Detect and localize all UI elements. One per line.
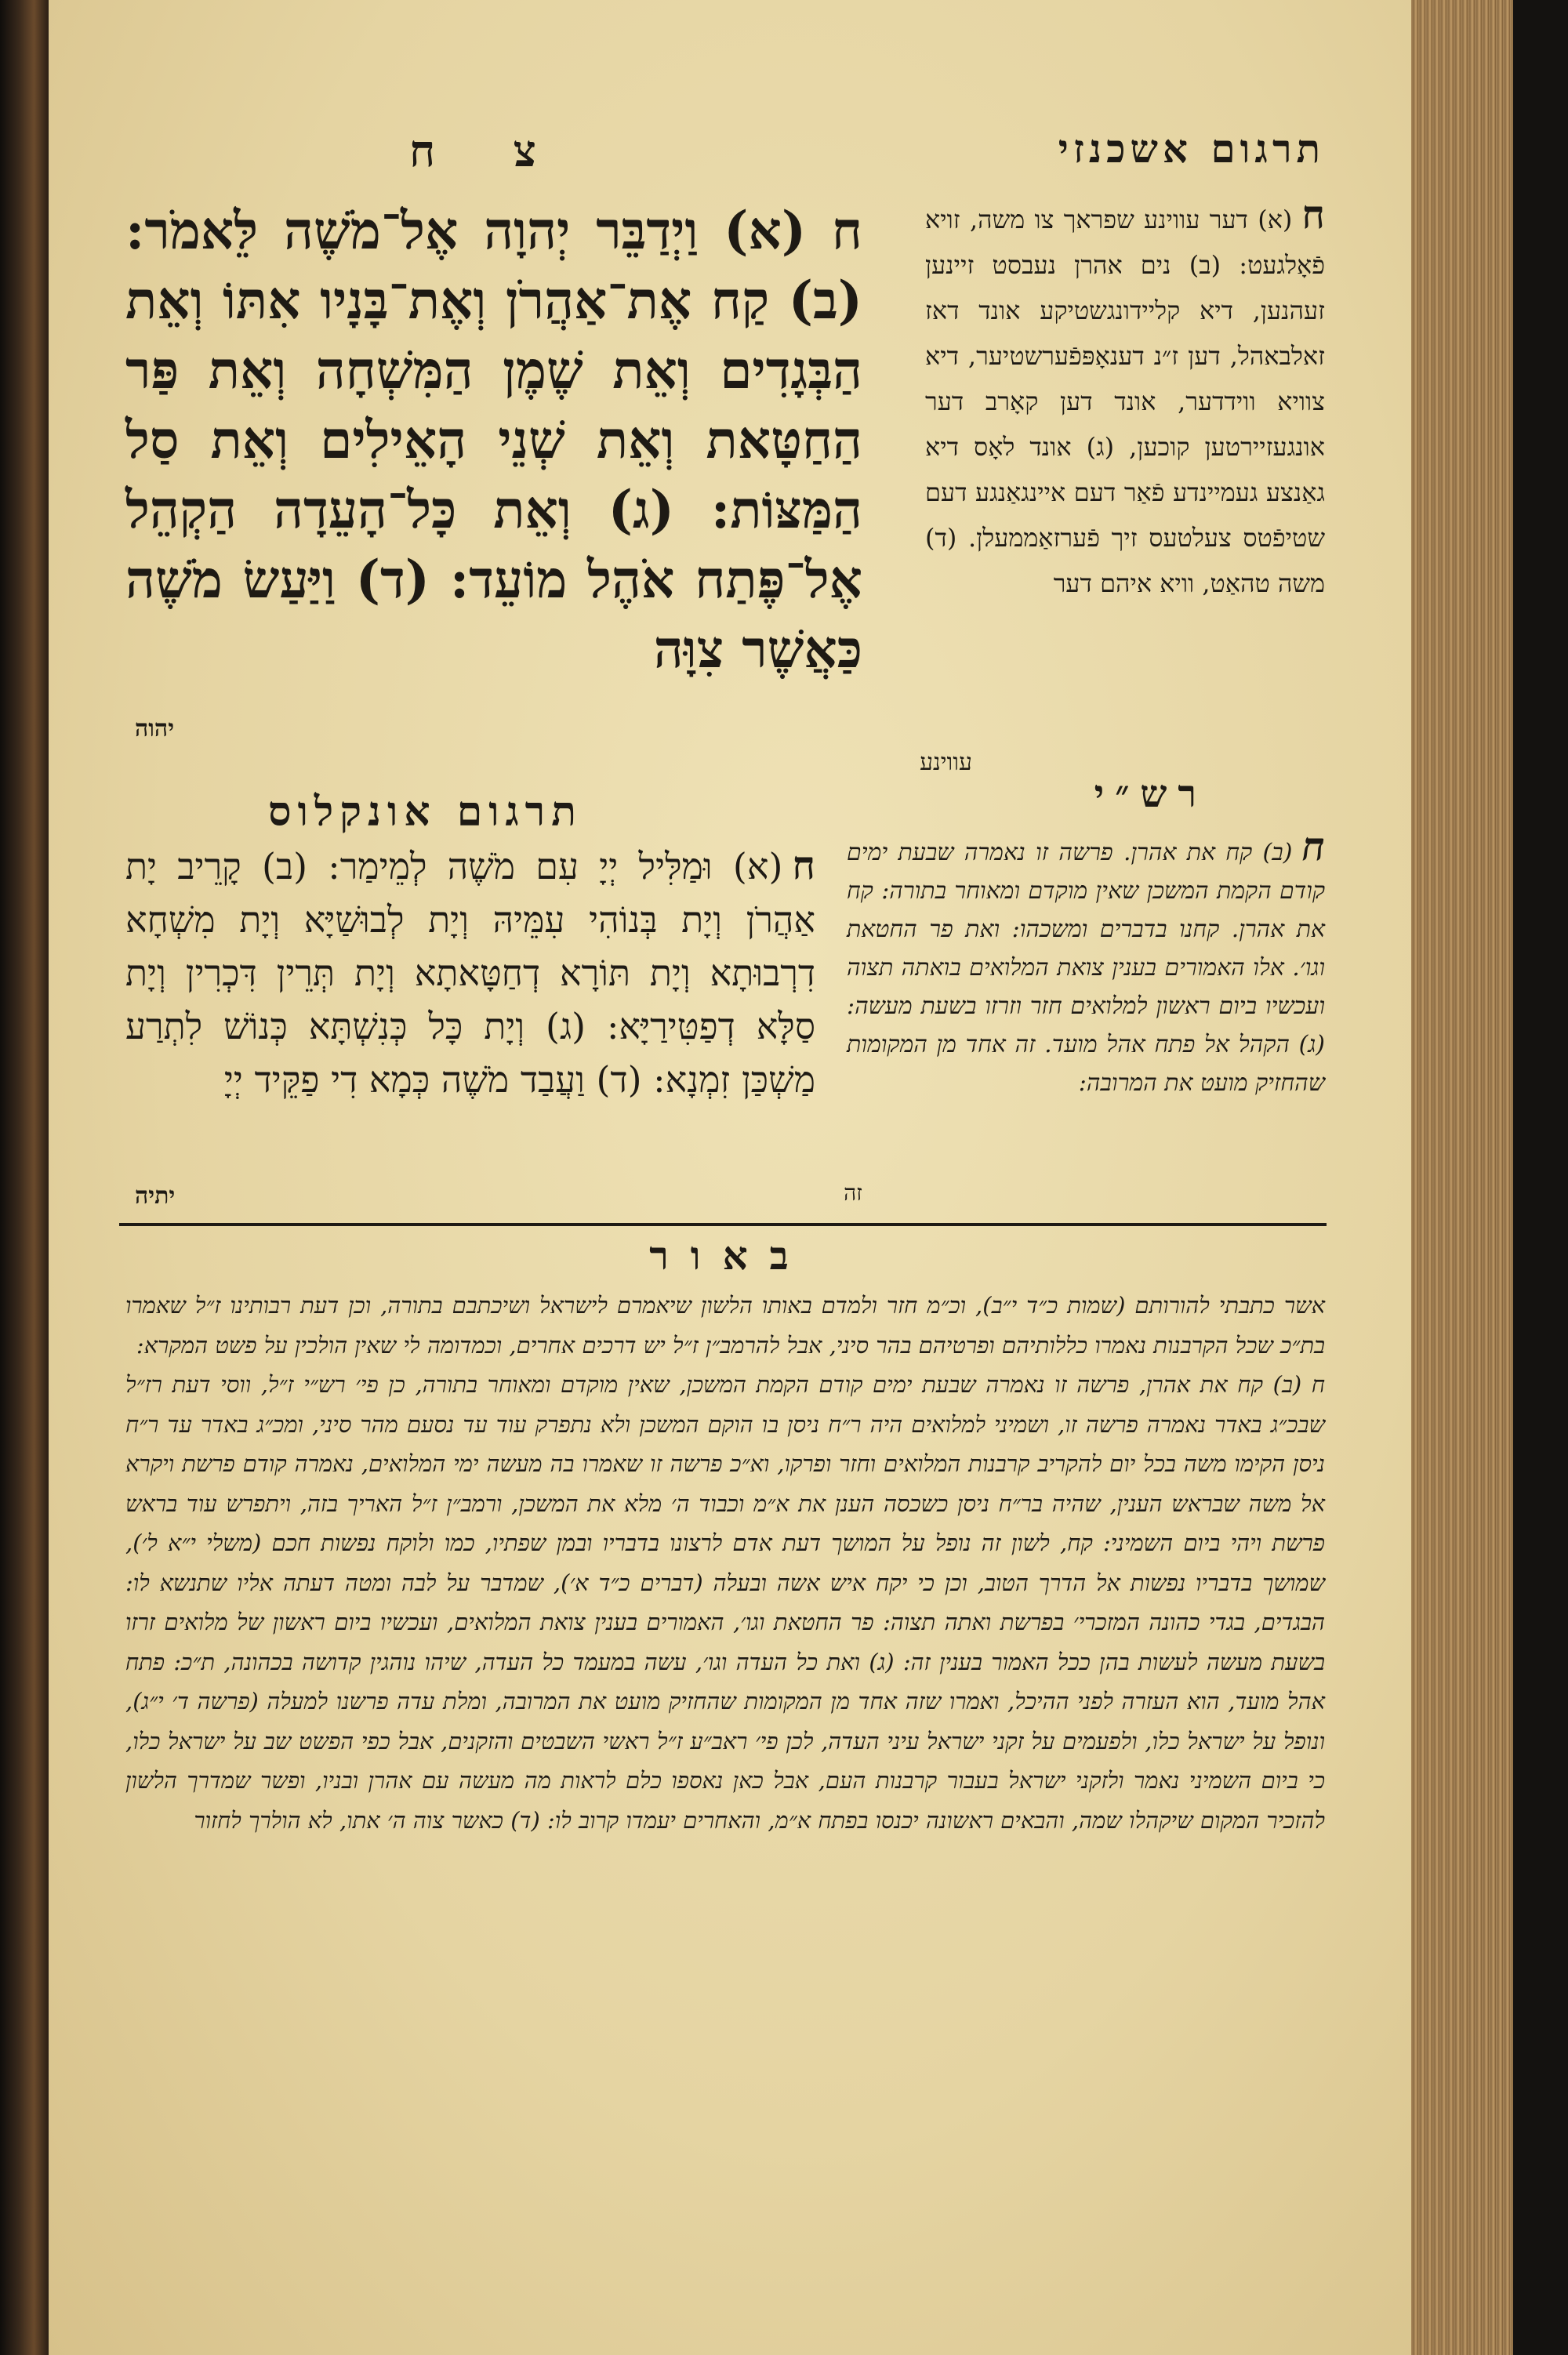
biur-title: באור <box>649 1232 811 1279</box>
page-number: צ ח <box>409 125 568 177</box>
rashi-commentary <box>847 823 1325 1102</box>
biur-paragraph: ח (ב) קח את אהרן, פרשה זו נאמרה שבעת ימים קודם הקמת המשכן, שאין מוקדם ומאוחר בתורה, כן פי׳ רש״י ז״ל, ווסי דעת רז״ל שבכ״ג באדר נאמרה פרשה זו, ושמיני למלואים היה ר״ח ניסן בו הוקם המשכן ולא נתפרק עוד עד נסעם מהר סיני, ומכ״ג באדר עד ר״ח ניסן הקימו משה בכל יום להקריב קרבנות המלואים וחזר ופרקו, וא״כ פרשה זו שאמרו בה מעשה ימי המלואים, נאמרה קודם פרשת ויקרא אל משה שבראש הענין, שהיה בר״ח ניסן כשכסה הענן את א״מ וכבוד ה׳ מלא את המשכן, ורמב״ן ז״ל האריך בזה, ויתפרש עוד בראש פרשת ויהי ביום השמיני: קח, לשון זה נופל על המושך דעת אדם לרצונו בדבריו ובמן שפתיו, כמו ולוקח נפשות חכם (משלי י״א ל׳), שמושך בדבריו נפשות אל הדרך הטוב, וכן כי יקח איש אשה ובעלה (דברים כ״ד א׳), שמדבר על לבה ומטה דעתה אליו שתנשא לו: הבגדים, בגדי כהונה המזכרי׳ בפרשת ואתה תצוה: פר החטאת וגו׳, האמורים בענין צואת המלואים, ועכשיו ביום ראשון של מלואים זרזו בשעת מעשה לעשות בהן ככל האמור בענין זה: (ג) ואת כל העדה וגו׳, עשה במעמד כל העדה, שיהו נוהגין קדושה בכהונה, ת״כ: פתח אהל מועד, הוא העזרה לפני ההיכל, ואמרו שזה אחד מן המקומות שהחזיק מועט את המרובה, ומלת עדה פרשנו למעלה (פרשה ד׳ י״ג), ונופל על ישראל כלו, ולפעמים על זקני ישראל עיני העדה, לכן פי׳ ראב״ע ז״ל ראשי השבטים והזקנים, אבל כפי הפשט שב על ישראל כלו, כי ביום השמיני נאמר ולזקני ישראל בעבור קרבנות העם, אבל כאן נאספו כלם לראות מה מעשה עם אהרן ובניו, ופשר שמדרך הלשון להזכיר המקום שיקהלו שמה, והבאים ראשונה יכנסו בפתח א״מ, והאחרים יעמדו קרוב לו: (ד) כאשר צוה ה׳ אתו, לא הולרך לחזור <box>125 1371 1325 1834</box>
onkelos-title: תרגום אונקלוס <box>268 788 583 836</box>
onkelos-translation <box>125 839 815 1106</box>
yiddish-chapter-mark: ח <box>1301 191 1325 238</box>
rashi-text: (ב) קח את אהרן. פרשה זו נאמרה שבעת ימים קודם הקמת המשכן שאין מוקדם ומאוחר בתורה: קח את אהרן. קחנו בדברים ומשכהו: ואת פר החטאת וגו׳. אלו האמורים בענין צואת המלואים בואתה תצוה ועכשיו ביום ראשון למלואים חזר וזרזו בשעת מעשה: (ג) הקהל אל פתח אהל מועד. זה אחד מן המקומות שהחזיק מועט את המרובה: <box>847 839 1325 1097</box>
header-title: תרגום אשכנזי <box>1058 125 1325 172</box>
onkelos-text: (א) וּמַלִּיל יְיָ עִם מֹשֶׁה לְמֵימַר: (ב) קָרֵיב יָת אַהֲרֹן וְיָת בְּנוֹהִי עִמֵּיהּ וְיָת לְבוּשַׁיָּא וְיָת מִשְׁחָא דִרְבוּתָא וְיָת תּוֹרָא דְחַטָּאתָא וְיָת תְּרֵין דִּכְרִין וְיָת סַלָּא דְפַטִּירַיָּא: (ג) וְיָת כָּל כְּנִשְׁתָּא כְּנוֹשׁ לִתְרַע מַשְׁכַּן זִמְנָא: (ד) וַעֲבַד מֹשֶׁה כְּמָא דִי פַקֵּיד יְיָ <box>125 845 815 1101</box>
onkelos-catchword: יתיה <box>135 1182 176 1210</box>
rashi-title: רש״י <box>1094 772 1207 816</box>
book-page <box>49 0 1411 2355</box>
yiddish-catchword: עווינע <box>920 749 972 776</box>
hebrew-catchword: יהוה <box>135 715 175 742</box>
book-spine <box>0 0 49 2355</box>
biur-paragraph: אשר כתבתי להורותם (שמות כ״ד י״ב), וכ״מ חזר ולמדם באותו הלשון שיאמרם לישראל ושיכתבם בתורה, וכן דעת רבותינו ז״ל שאמרו בת״כ שכל הקרבנות נאמרו כללותיהם ופרטיהם בהר סיני, אבל להרמב״ן ז״ל יש דרכים אחרים, וכמדומה לי שאין הולכין על פשט המקרא: <box>125 1292 1325 1359</box>
page-edges <box>1411 0 1568 2355</box>
yiddish-translation-column <box>925 192 1325 606</box>
biur-commentary <box>125 1286 1325 1840</box>
hebrew-text: ח (א) וַיְדַבֵּר יְהוָה אֶל־מֹשֶׁה לֵּאמֹר: (ב) קַח אֶת־אַהֲרֹן וְאֶת־בָּנָיו אִתּוֹ וְאֵת הַבְּגָדִים וְאֵת שֶׁמֶן הַמִּשְׁחָה וְאֵת פַּר הַחַטָּאת וְאֵת שְׁנֵי הָאֵילִים וְאֵת סַל הַמַּצּוֹת: (ג) וְאֵת כָּל־הָעֵדָה הַקְהֵל אֶל־פֶּתַח אֹהֶל מוֹעֵד: (ד) וַיַּעַשׂ מֹשֶׁה כַּאֲשֶׁר צִוָּה <box>125 200 862 680</box>
hebrew-text-column <box>125 196 862 684</box>
yiddish-text: (א) דער עווינע שפראך צו משה, זויא פֿאָלגעט: (ב) נים אהרן נעבסט זיינען זעהנען, דיא קליידונגשטיקע אונד דאז זאלבאהל, דען ז״נ דענאָפּפֿערשטיער, דיא צוויא ווידדער, אונד דען קאָרב דער אונגעזיירטען קוכען, (ג) אונד לאָס דיא גאַנצע געמיינדע פֿאַר דעם איינגאַנגע דעם שטיפֿטס צעלטעס זיך פֿערזאַממעלן. (ד) משה טהאַט, וויא איהם דער <box>925 205 1325 598</box>
onkelos-chapter-mark: ח <box>792 842 815 888</box>
section-divider <box>119 1223 1327 1226</box>
rashi-catchword: זה <box>844 1180 862 1206</box>
page-header <box>49 125 1411 196</box>
rashi-chapter-mark: ח <box>1301 823 1325 869</box>
